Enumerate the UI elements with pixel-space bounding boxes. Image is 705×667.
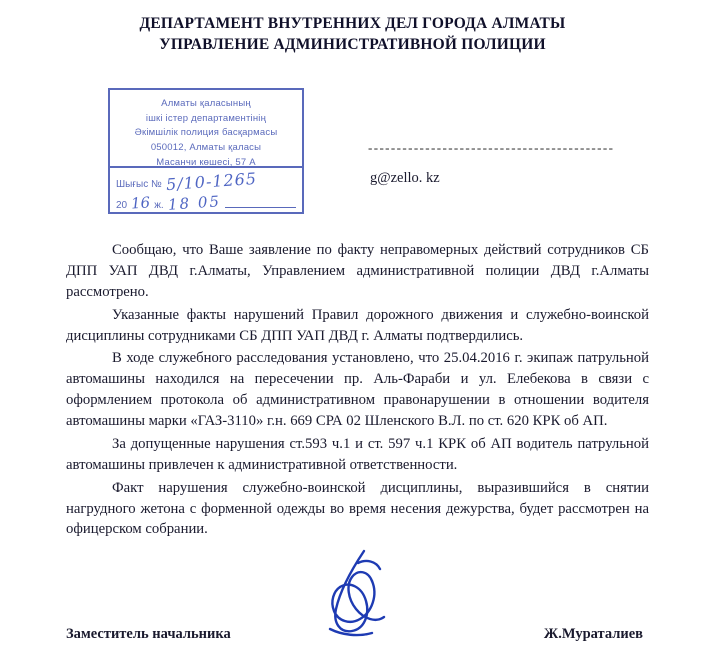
official-stamp xyxy=(108,88,304,214)
stamp-line-1: Алматы қаласының xyxy=(161,98,251,109)
stamp-line-5: Масанчи көшесі, 57 А xyxy=(156,156,256,168)
stamp-date-row xyxy=(116,194,296,216)
body-paragraph: Сообщаю, что Ваше заявление по факту неправомерных действий сотрудников СБ ДПП УАП ДВД г.Алматы, Управлением административной полиции ДВД г.Алматы рассмотрено. xyxy=(66,242,649,300)
addressee-block xyxy=(368,140,668,187)
signatory-name: Ж.Мураталиев xyxy=(543,626,643,642)
signatory-position: Заместитель начальника xyxy=(66,626,231,642)
stamp-date-underline xyxy=(225,195,296,208)
stamp-line-4: 050012, Алматы қаласы xyxy=(150,142,262,154)
stamp-registration-block xyxy=(110,168,302,216)
document-header xyxy=(0,0,705,56)
stamp-outgoing-row xyxy=(116,168,296,195)
body-paragraph: За допущенные нарушения ст.593 ч.1 и ст. 597 ч.1 КРК об АП водитель патрульной автомашины привлечен к административной ответственности. xyxy=(66,435,649,473)
body-paragraph: В ходе служебного расследования установлено, что 25.04.2016 г. экипаж патрульной автомашины находился на пересечении пр. Аль-Фараби и ул. Елебекова в связи с оформлением протокола об административном правонарушении в отношении водителя автомашины марки «ГАЗ-3110» г.н. 669 СРА 02 Шленского В.Л. по ст. 620 КРК об АП. xyxy=(66,350,649,429)
document-body xyxy=(66,240,649,542)
header-line-2: УПРАВЛЕНИЕ АДМИНИСТРАТИВНОЙ ПОЛИЦИИ xyxy=(159,35,546,53)
signature-row xyxy=(66,626,665,643)
stamp-address-block xyxy=(110,90,302,171)
stamp-outgoing-label: Шығыс № xyxy=(116,179,162,190)
stamp-line-3: Әкімшілік полиция басқармасы xyxy=(134,127,278,139)
stamp-year-prefix: 20 xyxy=(116,200,128,211)
header-line-1: ДЕПАРТАМЕНТ ВНУТРЕННИХ ДЕЛ ГОРОДА АЛМАТЫ xyxy=(139,15,566,32)
body-paragraph: Факт нарушения служебно-воинской дисциплины, выразившийся в снятии нагрудного жетона с форменной одежды во время несения дежурства, будет рассмотрен на офицерском собрании. xyxy=(66,479,649,538)
addressee-dashed-line: ------------------------------------------- xyxy=(368,140,615,155)
stamp-line-2: ішкі істер департаментінің xyxy=(145,112,267,124)
stamp-outgoing-value: 5/10-1265 xyxy=(165,168,258,195)
stamp-year-handwritten: 16 xyxy=(130,193,151,213)
addressee-email: g@zello. kz xyxy=(370,170,440,186)
body-paragraph: Указанные факты нарушений Правил дорожного движения и служебно-воинской дисциплины сотрудниками СБ ДПП УАП ДВД г. Алматы подтвердились. xyxy=(66,306,649,344)
stamp-year-suffix: ж. xyxy=(154,200,164,211)
stamp-date-value: 18 05 xyxy=(167,192,222,214)
